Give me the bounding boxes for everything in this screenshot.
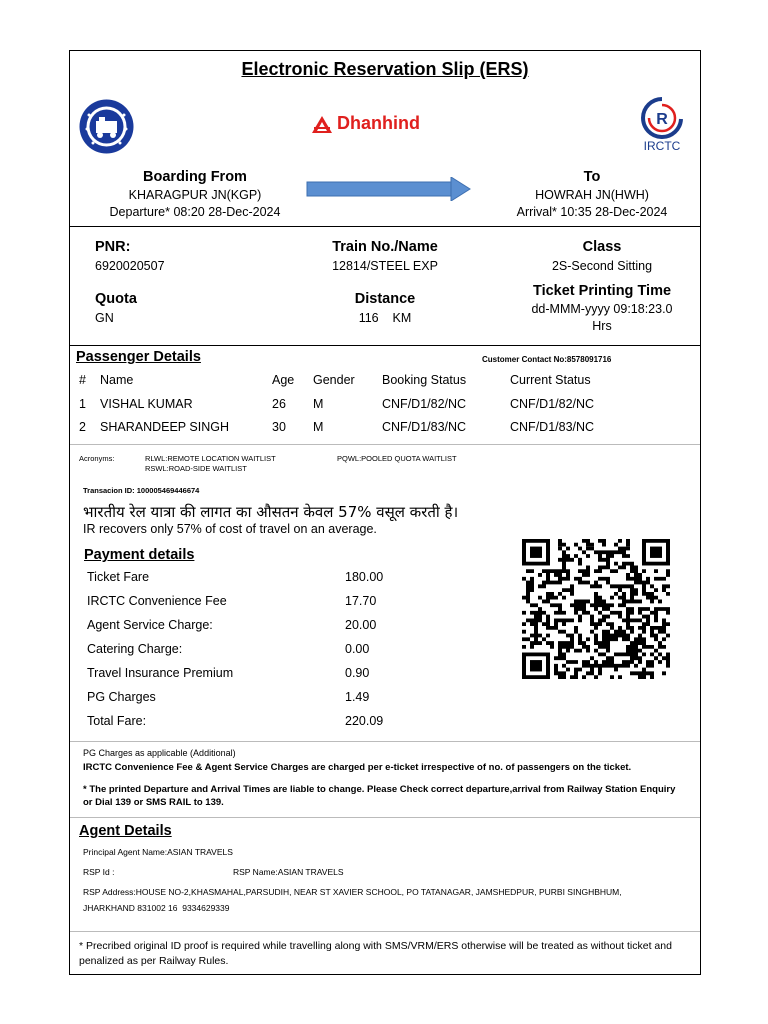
- current-status: CNF/D1/82/NC: [510, 397, 595, 411]
- col-header-current-status: Current Status: [510, 373, 591, 387]
- payment-label: Total Fare:: [87, 714, 147, 728]
- booking-status: CNF/D1/83/NC: [382, 420, 467, 434]
- departure-time: Departure* 08:20 28-Dec-2024: [109, 205, 281, 219]
- payment-value: 17.70: [345, 594, 377, 608]
- pg-charges-note: PG Charges as applicable (Additional): [83, 748, 236, 758]
- to-label: To: [583, 169, 601, 185]
- divider: [70, 345, 700, 346]
- class-label: Class: [582, 239, 622, 255]
- list-item: [87, 666, 407, 690]
- ers-slip: [69, 50, 701, 975]
- print-time-label: Ticket Printing Time: [532, 283, 672, 299]
- passenger-age: 30: [272, 420, 286, 434]
- train-value: 12814/STEEL EXP: [332, 259, 438, 273]
- rsp-id: RSP Id :: [83, 867, 115, 877]
- agent-details-title: Agent Details: [79, 823, 172, 839]
- indian-railways-logo: [79, 99, 134, 154]
- payment-label: Ticket Fare: [87, 570, 150, 584]
- pnr-value: 6920020507: [95, 259, 165, 273]
- quota-label: Quota: [95, 291, 137, 307]
- dhanhind-logo: Dhanhind: [310, 113, 460, 137]
- payment-value: 0.00: [345, 642, 370, 656]
- class-value: 2S-Second Sitting: [551, 259, 653, 273]
- payment-label: Travel Insurance Premium: [87, 666, 234, 680]
- cost-notice-hindi: भारतीय रेल यात्रा की लागत का औसतन केवल 57% वसूल करती है।: [83, 503, 459, 521]
- rsp-name: RSP Name:ASIAN TRAVELS: [233, 867, 344, 877]
- pnr-label: PNR:: [95, 239, 131, 255]
- convenience-fee-note: IRCTC Convenience Fee & Agent Service Charges are charged per e-ticket irrespective of no. of passengers on the ticket.: [83, 762, 632, 773]
- quota-value: GN: [95, 311, 114, 325]
- payment-label: IRCTC Convenience Fee: [87, 594, 227, 608]
- principal-agent: Principal Agent Name:ASIAN TRAVELS: [83, 847, 233, 857]
- passenger-details-title: Passenger Details: [76, 349, 201, 365]
- distance-label: Distance: [354, 291, 416, 307]
- payment-label: Catering Charge:: [87, 642, 183, 656]
- acronym-rlwl: RLWL:REMOTE LOCATION WAITLIST: [145, 454, 276, 463]
- passenger-num: 1: [79, 397, 86, 411]
- payment-details-title: Payment details: [84, 547, 195, 563]
- page-title: Electronic Reservation Slip (ERS): [241, 59, 529, 79]
- acronyms-label: Acronyms:: [79, 454, 115, 463]
- cost-notice-english: IR recovers only 57% of cost of travel on an average.: [83, 522, 377, 536]
- divider: [70, 226, 700, 227]
- footer-note: * Precribed original ID proof is required while travelling along with SMS/VRM/ERS otherwise will be treated as without ticket and penalized as per Railway Rules.: [79, 940, 672, 967]
- list-item: [87, 690, 407, 714]
- print-time-unit: Hrs: [592, 319, 612, 333]
- col-header-gender: Gender: [313, 373, 355, 387]
- to-station: HOWRAH JN(HWH): [535, 188, 649, 202]
- passenger-name: VISHAL KUMAR: [100, 397, 193, 411]
- payment-value: 220.09: [345, 714, 384, 728]
- current-status: CNF/D1/83/NC: [510, 420, 595, 434]
- passenger-gender: M: [313, 397, 324, 411]
- passenger-gender: M: [313, 420, 324, 434]
- passenger-name: SHARANDEEP SINGH: [100, 420, 229, 434]
- payment-value: 180.00: [345, 570, 384, 584]
- acronym-pqwl: PQWL:POOLED QUOTA WAITLIST: [337, 454, 457, 463]
- list-item: [87, 618, 407, 642]
- boarding-from: [90, 169, 300, 221]
- qr-finder-pattern: [522, 653, 550, 679]
- print-time-value: dd-MMM-yyyy 09:18:23.0: [531, 302, 673, 316]
- list-item: [87, 642, 407, 666]
- dhanhind-emblem-icon: [310, 114, 334, 136]
- irctc-emblem-icon: [632, 95, 692, 139]
- divider: [70, 931, 700, 932]
- col-header-name: Name: [100, 373, 134, 387]
- qr-finder-pattern: [642, 539, 670, 565]
- arrow-right-icon: [306, 177, 471, 201]
- rsp-address-cont: JHARKHAND 831002 16 9334629339: [83, 903, 230, 913]
- booking-status: CNF/D1/82/NC: [382, 397, 467, 411]
- divider: [70, 741, 700, 742]
- rsp-address: RSP Address:HOUSE NO-2,KHASMAHAL,PARSUDIH, NEAR ST XAVIER SCHOOL, PO TATANAGAR, JAMSHEDPUR, PURBI SINGHBHUM,: [83, 887, 622, 897]
- divider: [70, 817, 700, 818]
- payment-value: 1.49: [345, 690, 370, 704]
- payment-label: PG Charges: [87, 690, 156, 704]
- list-item: [87, 570, 407, 594]
- customer-contact: Customer Contact No:8578091716: [482, 355, 612, 364]
- boarding-label: Boarding From: [143, 169, 247, 185]
- passenger-num: 2: [79, 420, 86, 434]
- distance-value: 116 KM: [358, 311, 412, 325]
- col-header-num: #: [79, 373, 86, 387]
- arrival-time: Arrival* 10:35 28-Dec-2024: [516, 205, 668, 219]
- payment-value: 20.00: [345, 618, 377, 632]
- qr-code: [522, 539, 670, 679]
- transaction-id: Transacion ID: 100005469446674: [83, 486, 200, 495]
- col-header-age: Age: [272, 373, 295, 387]
- timing-note: * The printed Departure and Arrival Times are liable to change. Please Check correct departure,arrival from Railway Station Enquiry or Dial 139 or SMS RAIL to 139.: [83, 784, 676, 808]
- payment-value: 0.90: [345, 666, 370, 680]
- divider: [70, 444, 700, 445]
- col-header-booking-status: Booking Status: [382, 373, 467, 387]
- irctc-logo: R IRCTC: [632, 95, 692, 157]
- passenger-age: 26: [272, 397, 286, 411]
- svg-text:R: R: [656, 111, 668, 128]
- destination: [482, 169, 702, 221]
- acronym-rswl: RSWL:ROAD-SIDE WAITLIST: [145, 464, 247, 473]
- payment-label: Agent Service Charge:: [87, 618, 213, 632]
- from-station: KHARAGPUR JN(KGP): [128, 188, 262, 202]
- qr-finder-pattern: [522, 539, 550, 565]
- list-item: [87, 714, 407, 738]
- list-item: [87, 594, 407, 618]
- train-label: Train No./Name: [332, 239, 438, 255]
